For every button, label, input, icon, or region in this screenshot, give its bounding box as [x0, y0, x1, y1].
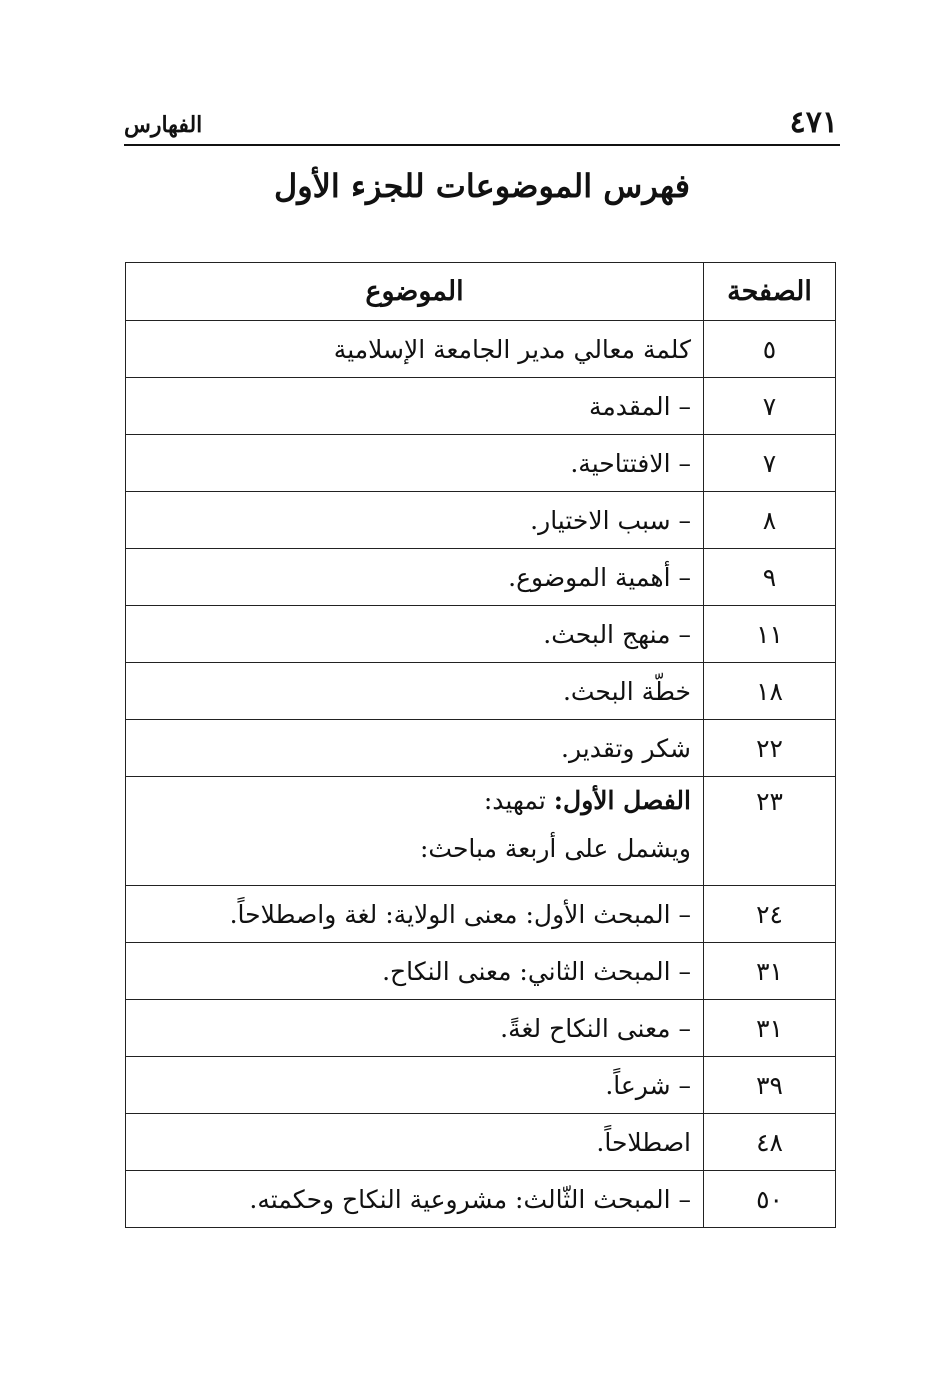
chapter-heading-line	[126, 777, 691, 825]
table-row	[126, 549, 836, 606]
topic-cell: – المبحث الأول: معنى الولاية: لغة واصطلاحاً.	[126, 886, 704, 943]
page-cell: ٣١	[704, 1000, 836, 1057]
running-header	[124, 104, 840, 146]
page-cell: ١١	[704, 606, 836, 663]
page-cell: ٢٤	[704, 886, 836, 943]
page-cell: ٨	[704, 492, 836, 549]
chapter-heading-rest: تمهيد:	[483, 786, 554, 815]
page-title: فهرس الموضوعات للجزء الأول	[273, 167, 691, 205]
table-row	[126, 1000, 836, 1057]
page-number: ٤٧١	[789, 105, 838, 140]
page-cell: ٢٣	[704, 777, 836, 886]
topic-cell: – المقدمة	[126, 378, 704, 435]
topic-cell: كلمة معالي مدير الجامعة الإسلامية	[126, 321, 704, 378]
page-cell: ٣١	[704, 943, 836, 1000]
page-cell: ٥	[704, 321, 836, 378]
topic-cell: – أهمية الموضوع.	[126, 549, 704, 606]
page-cell: ٧	[704, 378, 836, 435]
contents-table	[125, 262, 836, 1228]
table-row	[126, 1057, 836, 1114]
topic-cell: – معنى النكاح لغةً.	[126, 1000, 704, 1057]
chapter-subline: ويشمل على أربعة مباحث:	[419, 834, 691, 863]
topic-cell: – المبحث الثاني: معنى النكاح.	[126, 943, 704, 1000]
table-row	[126, 378, 836, 435]
table-row	[126, 435, 836, 492]
topic-cell: خطّة البحث.	[126, 663, 704, 720]
table-row	[126, 492, 836, 549]
table-row	[126, 663, 836, 720]
section-name: الفهارس	[124, 112, 203, 138]
page-cell: ٣٩	[704, 1057, 836, 1114]
table-row-chapter	[126, 777, 836, 886]
table-header-row	[126, 263, 836, 321]
table-row	[126, 720, 836, 777]
table-row	[126, 606, 836, 663]
page-cell: ٤٨	[704, 1114, 836, 1171]
topic-cell: – المبحث الثّالث: مشروعية النكاح وحكمته.	[126, 1171, 704, 1228]
topic-cell: اصطلاحاً.	[126, 1114, 704, 1171]
page-cell: ٢٢	[704, 720, 836, 777]
topic-cell: – منهج البحث.	[126, 606, 704, 663]
chapter-heading: الفصل الأول:	[553, 786, 691, 815]
column-header-topic: الموضوع	[126, 263, 704, 321]
chapter-cell	[126, 777, 704, 886]
table-row	[126, 1114, 836, 1171]
table-row	[126, 943, 836, 1000]
page-cell: ٥٠	[704, 1171, 836, 1228]
page-cell: ٧	[704, 435, 836, 492]
page-cell: ٩	[704, 549, 836, 606]
table-row	[126, 321, 836, 378]
topic-cell: – شرعاً.	[126, 1057, 704, 1114]
table-row	[126, 886, 836, 943]
topic-cell: شكر وتقدير.	[126, 720, 704, 777]
column-header-page: الصفحة	[704, 263, 836, 321]
page-cell: ١٨	[704, 663, 836, 720]
topic-cell: – الافتتاحية.	[126, 435, 704, 492]
table-row	[126, 1171, 836, 1228]
topic-cell: – سبب الاختيار.	[126, 492, 704, 549]
